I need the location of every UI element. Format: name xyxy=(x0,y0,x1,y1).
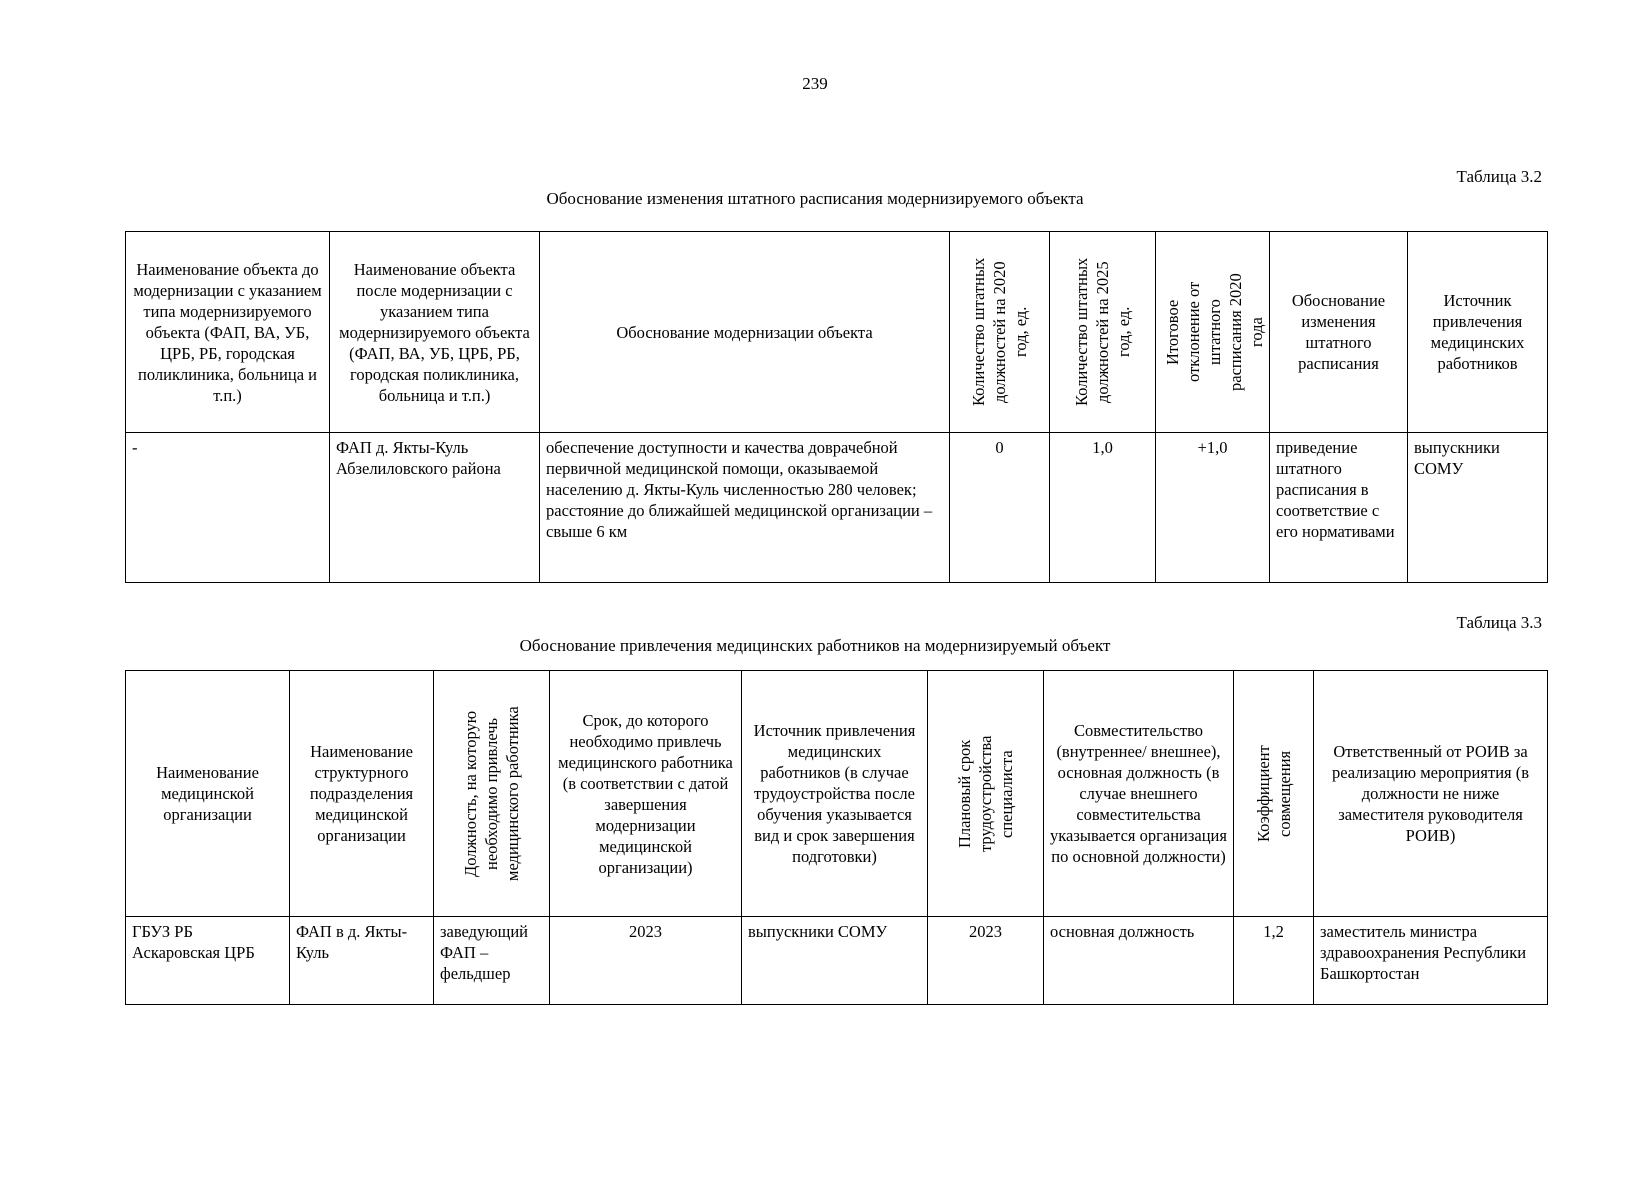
header-deadline: Срок, до которого необходимо привлечь медицинского работника (в соответствии с датой завершения модернизации медицинской организации) xyxy=(550,671,742,917)
cell-position: заведующий ФАП – фельдшер xyxy=(434,917,550,1005)
table-3-2-label: Таблица 3.2 xyxy=(1456,167,1542,186)
table-3-2-title: Обоснование изменения штатного расписания модернизируемого объекта xyxy=(546,189,1084,208)
header-responsible: Ответственный от РОИВ за реализацию мероприятия (в должности не ниже заместителя руководителя РОИВ) xyxy=(1314,671,1548,917)
cell-org: ГБУЗ РБ Аскаровская ЦРБ xyxy=(126,917,290,1005)
cell-recruit-source: выпускники СОМУ xyxy=(742,917,928,1005)
header-planned-date: Плановый срок трудоустройства специалиста xyxy=(928,671,1044,917)
page-number: 239 xyxy=(802,74,828,93)
cell-after: ФАП д. Якты-Куль Абзелиловского района xyxy=(330,433,540,583)
header-change-reason: Обоснование изменения штатного расписания xyxy=(1270,232,1408,433)
cell-justification: обеспечение доступности и качества доврачебной первичной медицинской помощи, оказываемой населению д. Якты-Куль численностью 280 человек; расстояние до ближайшей медицинской организации – свыше 6 км xyxy=(540,433,950,583)
table-row xyxy=(126,433,1548,583)
cell-staff-2025: 1,0 xyxy=(1050,433,1156,583)
header-position: Должность, на которую необходимо привлечь медицинского работника xyxy=(434,671,550,917)
cell-combination: основная должность xyxy=(1044,917,1234,1005)
header-modernization-justification: Обоснование модернизации объекта xyxy=(540,232,950,433)
header-recruit-source: Источник привлечения медицинских работников (в случае трудоустройства после обучения указывается вид и срок завершения подготовки) xyxy=(742,671,928,917)
cell-deviation: +1,0 xyxy=(1156,433,1270,583)
cell-change-reason: приведение штатного расписания в соответствие с его нормативами xyxy=(1270,433,1408,583)
header-object-before: Наименование объекта до модернизации с указанием типа модернизируемого объекта (ФАП, ВА, УБ, ЦРБ, РБ, городская поликлиника, больница и т.п.) xyxy=(126,232,330,433)
cell-responsible: заместитель министра здравоохранения Республики Башкортостан xyxy=(1314,917,1548,1005)
header-org: Наименование медицинской организации xyxy=(126,671,290,917)
table-row xyxy=(126,917,1548,1005)
header-unit: Наименование структурного подразделения медицинской организации xyxy=(290,671,434,917)
header-object-after: Наименование объекта после модернизации с указанием типа модернизируемого объекта (ФАП, ВА, УБ, ЦРБ, РБ, городская поликлиника, больница и т.п.) xyxy=(330,232,540,433)
header-deviation: Итоговое отклонение от штатного расписания 2020 года xyxy=(1156,232,1270,433)
cell-deadline: 2023 xyxy=(550,917,742,1005)
table-3-3-title: Обоснование привлечения медицинских работников на модернизируемый объект xyxy=(519,636,1111,655)
cell-unit: ФАП в д. Якты-Куль xyxy=(290,917,434,1005)
header-staff-2020: Количество штатных должностей на 2020 год, ед. xyxy=(950,232,1050,433)
cell-planned-date: 2023 xyxy=(928,917,1044,1005)
cell-coefficient: 1,2 xyxy=(1234,917,1314,1005)
header-staff-2025: Количество штатных должностей на 2025 год, ед. xyxy=(1050,232,1156,433)
header-source: Источник привлечения медицинских работников xyxy=(1408,232,1548,433)
header-coefficient: Коэффициент совмещения xyxy=(1234,671,1314,917)
staff-recruitment-table xyxy=(125,670,1548,1005)
cell-source: выпускники СОМУ xyxy=(1408,433,1548,583)
table-3-3-label: Таблица 3.3 xyxy=(1456,613,1542,632)
cell-staff-2020: 0 xyxy=(950,433,1050,583)
cell-before: - xyxy=(126,433,330,583)
staffing-change-table xyxy=(125,231,1548,583)
header-combination: Совместительство (внутреннее/ внешнее), основная должность (в случае внешнего совместительства указывается организация по основной должности) xyxy=(1044,671,1234,917)
